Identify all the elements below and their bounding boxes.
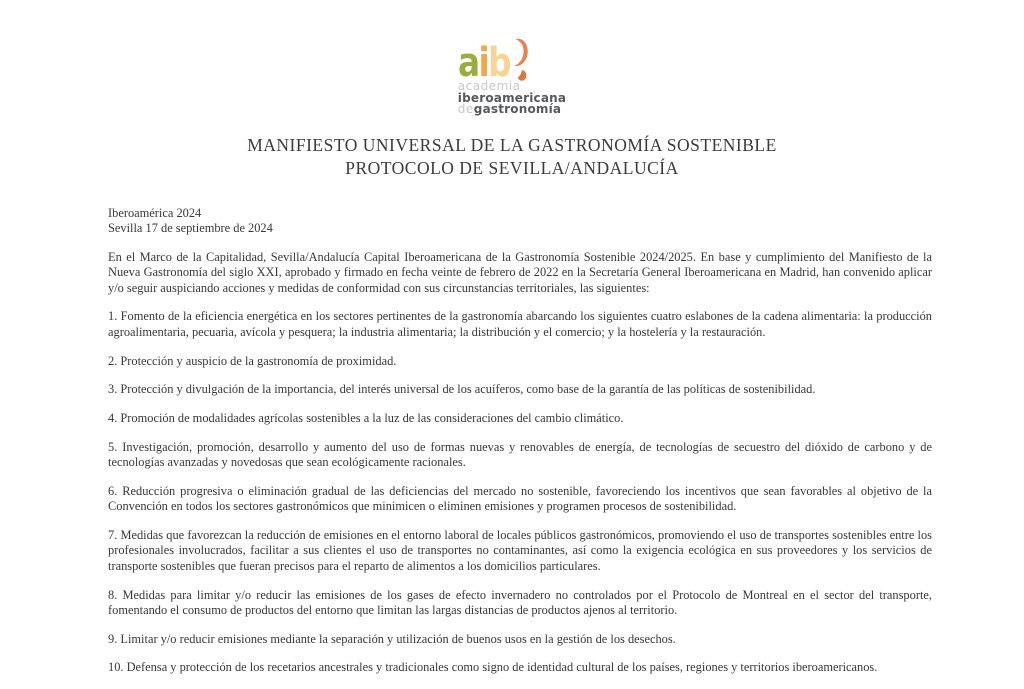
logo-gastronomia: gastronomía xyxy=(473,102,562,116)
item-text: Reducción progresiva o eliminación gradual de las deficiencias del mercado no sostenible, favoreciendo los incentivos que sean favorables al objetivo de la Convención en todos los sectores gastronómicos que minimicen o eliminen emisiones y programen procesos de sostenibilidad. xyxy=(108,484,932,514)
logo-g-shape-icon xyxy=(511,38,529,85)
title-line-2: PROTOCOLO DE SEVILLA/ANDALUCÍA xyxy=(345,157,679,178)
manifesto-item-4 xyxy=(108,411,932,426)
logo-inner xyxy=(458,38,566,116)
item-number: 5. xyxy=(108,439,118,454)
logo-line-iberoamericana: iberoamericana xyxy=(457,90,567,105)
logo-subtext xyxy=(458,81,566,116)
item-number: 3. xyxy=(108,382,118,397)
item-text: Promoción de modalidades agrícolas sostenibles a la luz de las consideraciones del cambio climático. xyxy=(120,411,624,426)
manifesto-item-8 xyxy=(108,588,932,619)
item-number: 2. xyxy=(108,353,118,368)
document-title xyxy=(0,134,1024,179)
item-number: 9. xyxy=(108,631,118,646)
item-number: 7. xyxy=(108,528,118,543)
logo-letter-b: b xyxy=(487,40,510,86)
item-text: Investigación, promoción, desarrollo y aumento del uso de formas nuevas y renovables de energía, de tecnologías de secuestro del dióxido de carbono y de tecnologías avanzadas y novedosas que sean ecológicamente racionales. xyxy=(108,439,932,470)
logo-letter-a: a xyxy=(457,40,479,86)
logo-line-academia: academia xyxy=(457,79,521,93)
logo-line-gastronomia xyxy=(458,104,566,116)
logo xyxy=(0,38,1024,118)
item-number: 8. xyxy=(108,587,118,602)
dateline-place: Iberoamérica 2024 xyxy=(108,206,202,220)
manifesto-item-6 xyxy=(108,484,932,515)
item-text: Medidas que favorezcan la reducción de emisiones en el entorno laboral de locales públicos gastronómicos, promoviendo el uso de transportes sostenibles entre los profesionales involucrados, facilitar a sus clientes el uso de transportes no contaminantes, así como la exigencia ecológica en sus proveedores y los servicios de transporte sostenibles que fueran precisos para el reparto de alimentos a los domicilios particulares. xyxy=(108,528,932,573)
item-text: Protección y divulgación de la importancia, del interés universal de los acuíferos, como base de la garantía de las políticas de sostenibilidad. xyxy=(120,382,816,397)
manifesto-item-9 xyxy=(108,632,932,647)
logo-de: de xyxy=(457,102,474,116)
item-number: 4. xyxy=(108,411,118,426)
item-text: Medidas para limitar y/o reducir las emisiones de los gases de efecto invernadero no controlados por el Protocolo de Montreal en el sector del transporte, fomentando el consumo de productos del entorno que limitan las largas distancias de productos ajenos al territorio. xyxy=(108,587,932,617)
manifesto-item-5 xyxy=(108,440,932,471)
manifesto-item-7 xyxy=(108,528,932,574)
item-text: Fomento de la eficiencia energética en los sectores pertinentes de la gastronomía abarcando los siguientes cuatro eslabones de la cadena alimentaria: la producción agroalimentaria, pecuaria, avícola y pesquera; la industria alimentaria; la distribución y el comercio; y la hostelería y la restauración. xyxy=(108,309,932,339)
item-number: 6. xyxy=(108,484,118,499)
manifesto-item-3 xyxy=(108,382,932,397)
item-number: 10. xyxy=(108,660,124,675)
document-body xyxy=(108,206,932,689)
dateline-date: Sevilla 17 de septiembre de 2024 xyxy=(108,221,273,236)
title-line-1: MANIFIESTO UNIVERSAL DE LA GASTRONOMÍA SOSTENIBLE xyxy=(247,135,777,155)
item-text: Limitar y/o reducir emisiones mediante la separación y utilización de buenos usos en la gestión de los desechos. xyxy=(120,631,676,646)
manifesto-item-1 xyxy=(108,309,932,340)
intro-paragraph: En el Marco de la Capitalidad, Sevilla/Andalucía Capital Iberoamericana de la Gastronomía Sostenible 2024/2025. En base y cumplimiento del Manifiesto de la Nueva Gastronomía del siglo XXI, aprobado y firmado en fecha veinte de febrero de 2022 en la Secretaría General Iberoamericana en Madrid, han convenido aplicar y/o seguir auspiciando acciones y medidas de conformidad con sus circunstancias territoriales, las siguientes: xyxy=(108,250,932,295)
item-text: Defensa y protección de los recetarios ancestrales y tradicionales como signo de identidad cultural de los países, regiones y territorios iberoamericanos. xyxy=(126,660,878,675)
item-text: Protección y auspicio de la gastronomía de proximidad. xyxy=(120,353,397,368)
manifesto-item-2 xyxy=(108,354,932,369)
manifesto-item-10 xyxy=(108,660,932,675)
item-number: 1. xyxy=(108,309,118,324)
logo-letter-i: i xyxy=(478,40,488,86)
dateline xyxy=(108,206,932,237)
